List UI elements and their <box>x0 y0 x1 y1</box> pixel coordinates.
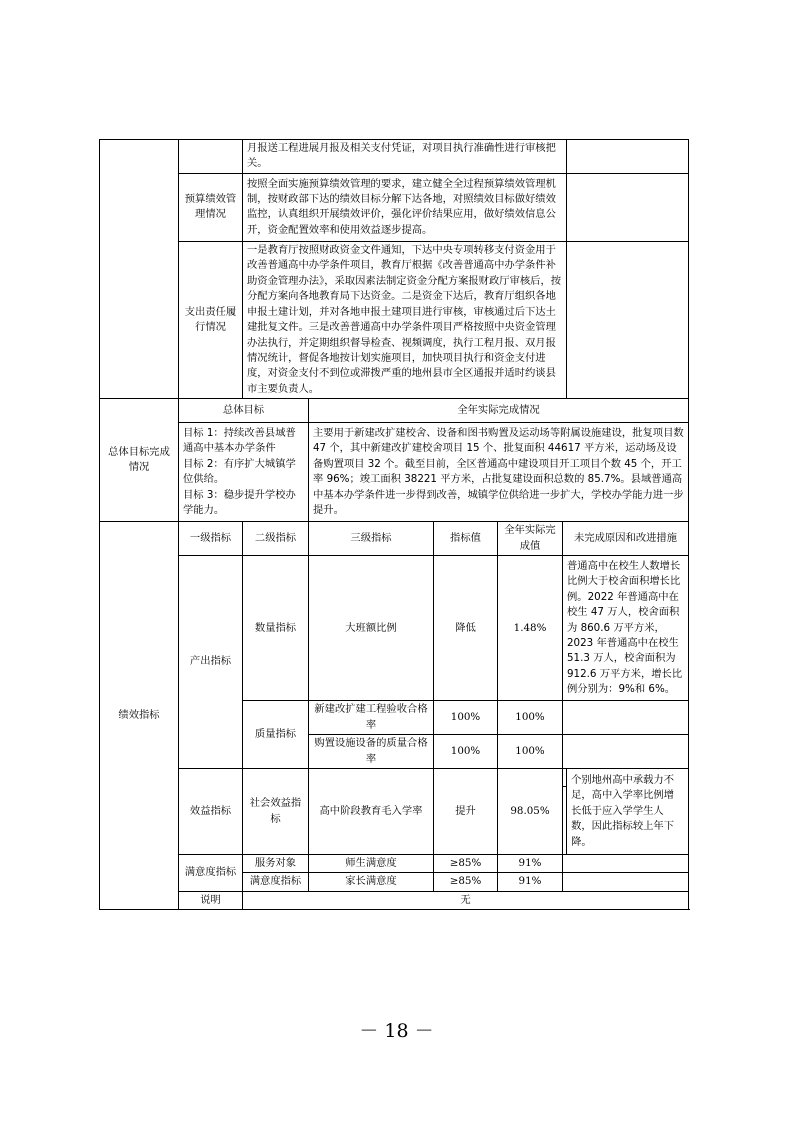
parent-target: ≥85% <box>434 873 498 891</box>
goals-actual-text: 主要用于新建改扩建校舍、设备和图书购置及运动场等附属设施建设，批复项目数 47 个，其中新建改扩建校舍项目 15 个、批复面积 44617 平方米，运动场及设备购置项目 32 个。截至目前，全区普通高中建设项目开工项目个数 45 个，开工率 96%；竣工面积 38221 平方米，占批复建设面积总数的 85.7%。县域普通高中基本办学条件进一步得到改善，城镇学位供给进一步扩大，学校办学能力进一步提升。 <box>309 423 689 522</box>
benefit-label: 效益指标 <box>179 769 243 855</box>
budget-label: 预算绩效管理情况 <box>179 173 243 241</box>
note-value: 无 <box>243 891 689 909</box>
acceptance-reason <box>563 701 689 735</box>
header-reason: 未完成原因和改进措施 <box>563 522 689 556</box>
header-level3: 三级指标 <box>309 522 434 556</box>
goals-col-goal: 总体目标 <box>179 399 309 423</box>
goals-col-actual: 全年实际完成情况 <box>309 399 689 423</box>
header-level1: 一级指标 <box>179 522 243 556</box>
goals-section-label: 总体目标完成情况 <box>100 399 179 522</box>
enrollment-reason: 个别地州高中承载力不足，高中入学率比例增长低于应入学学生人数，因此指标较上年下降。 <box>567 769 689 855</box>
enrollment-actual: 98.05% <box>498 769 563 855</box>
satisfaction-label: 满意度指标 <box>179 855 243 892</box>
header-level2: 二级指标 <box>243 522 309 556</box>
parent-name: 家长满意度 <box>309 873 434 891</box>
social-label: 社会效益指标 <box>243 769 309 855</box>
acceptance-actual: 100% <box>498 701 563 735</box>
class-size-name: 大班额比例 <box>309 556 434 701</box>
class-size-reason: 普通高中在校生人数增长比例大于校舍面积增长比例。2022 年普通高中在校生 47 万人，校舍面积为 860.6 万平方米，2023 年普通高中在校生 51.3 万人，校舍面积为 912.6 万平方米，增长比例分别为：9%和 6%。 <box>563 556 689 701</box>
output-label: 产出指标 <box>179 556 243 769</box>
quality-label: 质量指标 <box>243 701 309 769</box>
upper-left-cell <box>100 140 179 399</box>
resp-blank-cell <box>567 241 689 398</box>
row0-text: 月报送工程进展月报及相关支付凭证，对项目执行准确性进行审核把关。 <box>243 140 567 174</box>
header-target: 指标值 <box>434 522 498 556</box>
satisfaction-sub-label: 满意度指标 <box>243 873 309 891</box>
equipment-actual: 100% <box>498 735 563 769</box>
teacher-name: 师生满意度 <box>309 855 434 873</box>
perf-section-label: 绩效指标 <box>100 522 179 910</box>
goals-goal-text: 目标 1：持续改善县域普通高中基本办学条件 目标 2：有序扩大城镇学位供给。 目标 3：稳步提升学校办学能力。 <box>179 423 309 522</box>
header-actual: 全年实际完成值 <box>498 522 563 556</box>
acceptance-name: 新建改扩建工程验收合格率 <box>309 701 434 735</box>
equipment-target: 100% <box>434 735 498 769</box>
equipment-reason <box>563 735 689 769</box>
budget-text: 按照全面实施预算绩效管理的要求，建立健全全过程预算绩效管理机制，按财政部下达的绩效目标分解下达各地，对照绩效目标做好绩效监控，认真组织开展绩效评价，强化评价结果应用，做好绩效信息公开，资金配置效率和使用效益逐步提高。 <box>243 173 567 241</box>
page-number: － 18 － <box>359 1020 434 1042</box>
budget-blank-cell <box>567 173 689 241</box>
parent-actual: 91% <box>498 873 563 891</box>
parent-reason <box>563 873 689 891</box>
class-size-actual: 1.48% <box>498 556 563 701</box>
row0-label-cell <box>179 140 243 174</box>
enrollment-target: 提升 <box>434 769 498 855</box>
class-size-target: 降低 <box>434 556 498 701</box>
equipment-name: 购置设施设备的质量合格率 <box>309 735 434 769</box>
enrollment-spacer-lower <box>563 787 567 855</box>
row0-blank-cell <box>567 140 689 174</box>
teacher-reason <box>563 855 689 873</box>
enrollment-name: 高中阶段教育毛入学率 <box>309 769 434 855</box>
resp-label: 支出责任履行情况 <box>179 241 243 398</box>
teacher-actual: 91% <box>498 855 563 873</box>
teacher-target: ≥85% <box>434 855 498 873</box>
quantity-label: 数量指标 <box>243 556 309 701</box>
note-label: 说明 <box>179 891 243 909</box>
resp-text: 一是教育厅按照财政资金文件通知，下达中央专项转移支付资金用于改善普通高中办学条件项目，教育厅根据《改善普通高中办学条件补助资金管理办法》，采取因素法制定资金分配方案报财政厅审核后，按分配方案向各地教育局下达资金。二是资金下达后，教育厅组织各地申报土建计划，并对各地申报土建项目进行审核，审核通过后下达土建批复文件。三是改善普通高中办学条件项目严格按照中央资金管理办法执行，并定期组织督导检查、视频调度，执行工程月报、双月报情况统计，督促各地按计划实施项目，加快项目执行和资金支付进度，对资金支付不到位或滞拨严重的地州县市全区通报并适时约谈县市主要负责人。 <box>243 241 567 398</box>
acceptance-target: 100% <box>434 701 498 735</box>
performance-table <box>99 139 689 910</box>
service-label: 服务对象 <box>243 855 309 873</box>
